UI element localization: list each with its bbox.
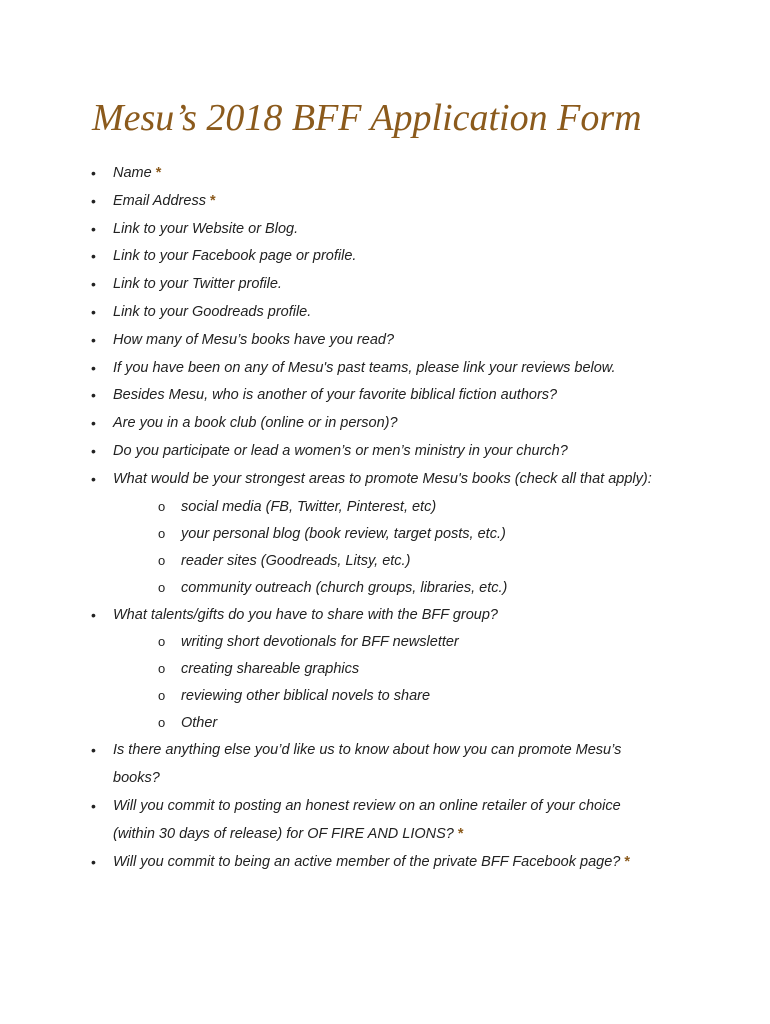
question-label: Link to your Website or Blog. [113,220,299,237]
list-item [0,299,770,327]
list-item [0,188,770,216]
list-item [0,793,770,849]
option-item: o social media (FB, Twitter, Pinterest, etc) [113,494,660,521]
list-item [0,160,770,188]
required-marker: * [457,825,464,842]
question-label: If you have been on any of Mesu's past teams, please link your reviews below. [113,359,616,376]
list-item [0,216,770,244]
list-item [0,438,770,466]
option-list [113,494,660,602]
required-marker: * [155,165,162,181]
option-item: o community outreach (church groups, libraries, etc.) [113,575,660,602]
required-marker: * [624,853,631,870]
question-label: Do you participate or lead a women’s or men’s ministry in your church? [113,442,568,459]
question-label: Email Address [113,192,206,209]
page-title: Mesu’s 2018 BFF Application Form [92,97,642,139]
question-label: Besides Mesu, who is another of your favorite biblical fiction authors? [113,387,558,404]
question-label: Link to your Twitter profile. [113,276,282,293]
question-label: Are you in a book club (online or in person)? [113,415,398,432]
list-item [0,602,770,738]
option-item: o Other [113,710,660,737]
option-item: o creating shareable graphics [113,656,660,683]
question-label: How many of Mesu’s books have you read? [113,331,395,348]
required-marker: * [209,192,216,209]
option-item: o reader sites (Goodreads, Litsy, etc.) [113,548,660,575]
list-item [0,849,770,877]
question-label: Name [113,165,152,181]
question-label: Is there anything else you’d like us to know about how you can promote Mesu’s books? [113,742,622,787]
list-item [0,410,770,438]
question-label: What would be your strongest areas to promote Mesu's books (check all that apply): [113,470,652,487]
list-item [0,466,770,602]
question-label: Will you commit to being an active member of the private BFF Facebook page? [113,853,621,870]
list-item [0,243,770,271]
question-list [0,160,770,876]
option-list [113,629,660,737]
list-item [0,382,770,410]
option-item: o reviewing other biblical novels to share [113,683,660,710]
list-item [0,737,770,793]
option-item: o your personal blog (book review, target posts, etc.) [113,521,660,548]
option-item: o writing short devotionals for BFF newsletter [113,629,660,656]
list-item [0,355,770,383]
question-label: Link to your Facebook page or profile. [113,248,357,265]
question-label: What talents/gifts do you have to share with the BFF group? [113,606,499,623]
question-label: Link to your Goodreads profile. [113,303,312,320]
question-label: Will you commit to posting an honest review on an online retailer of your choice (within 30 days of release) for OF FIRE AND LIONS? [113,797,621,842]
list-item [0,327,770,355]
list-item [0,271,770,299]
